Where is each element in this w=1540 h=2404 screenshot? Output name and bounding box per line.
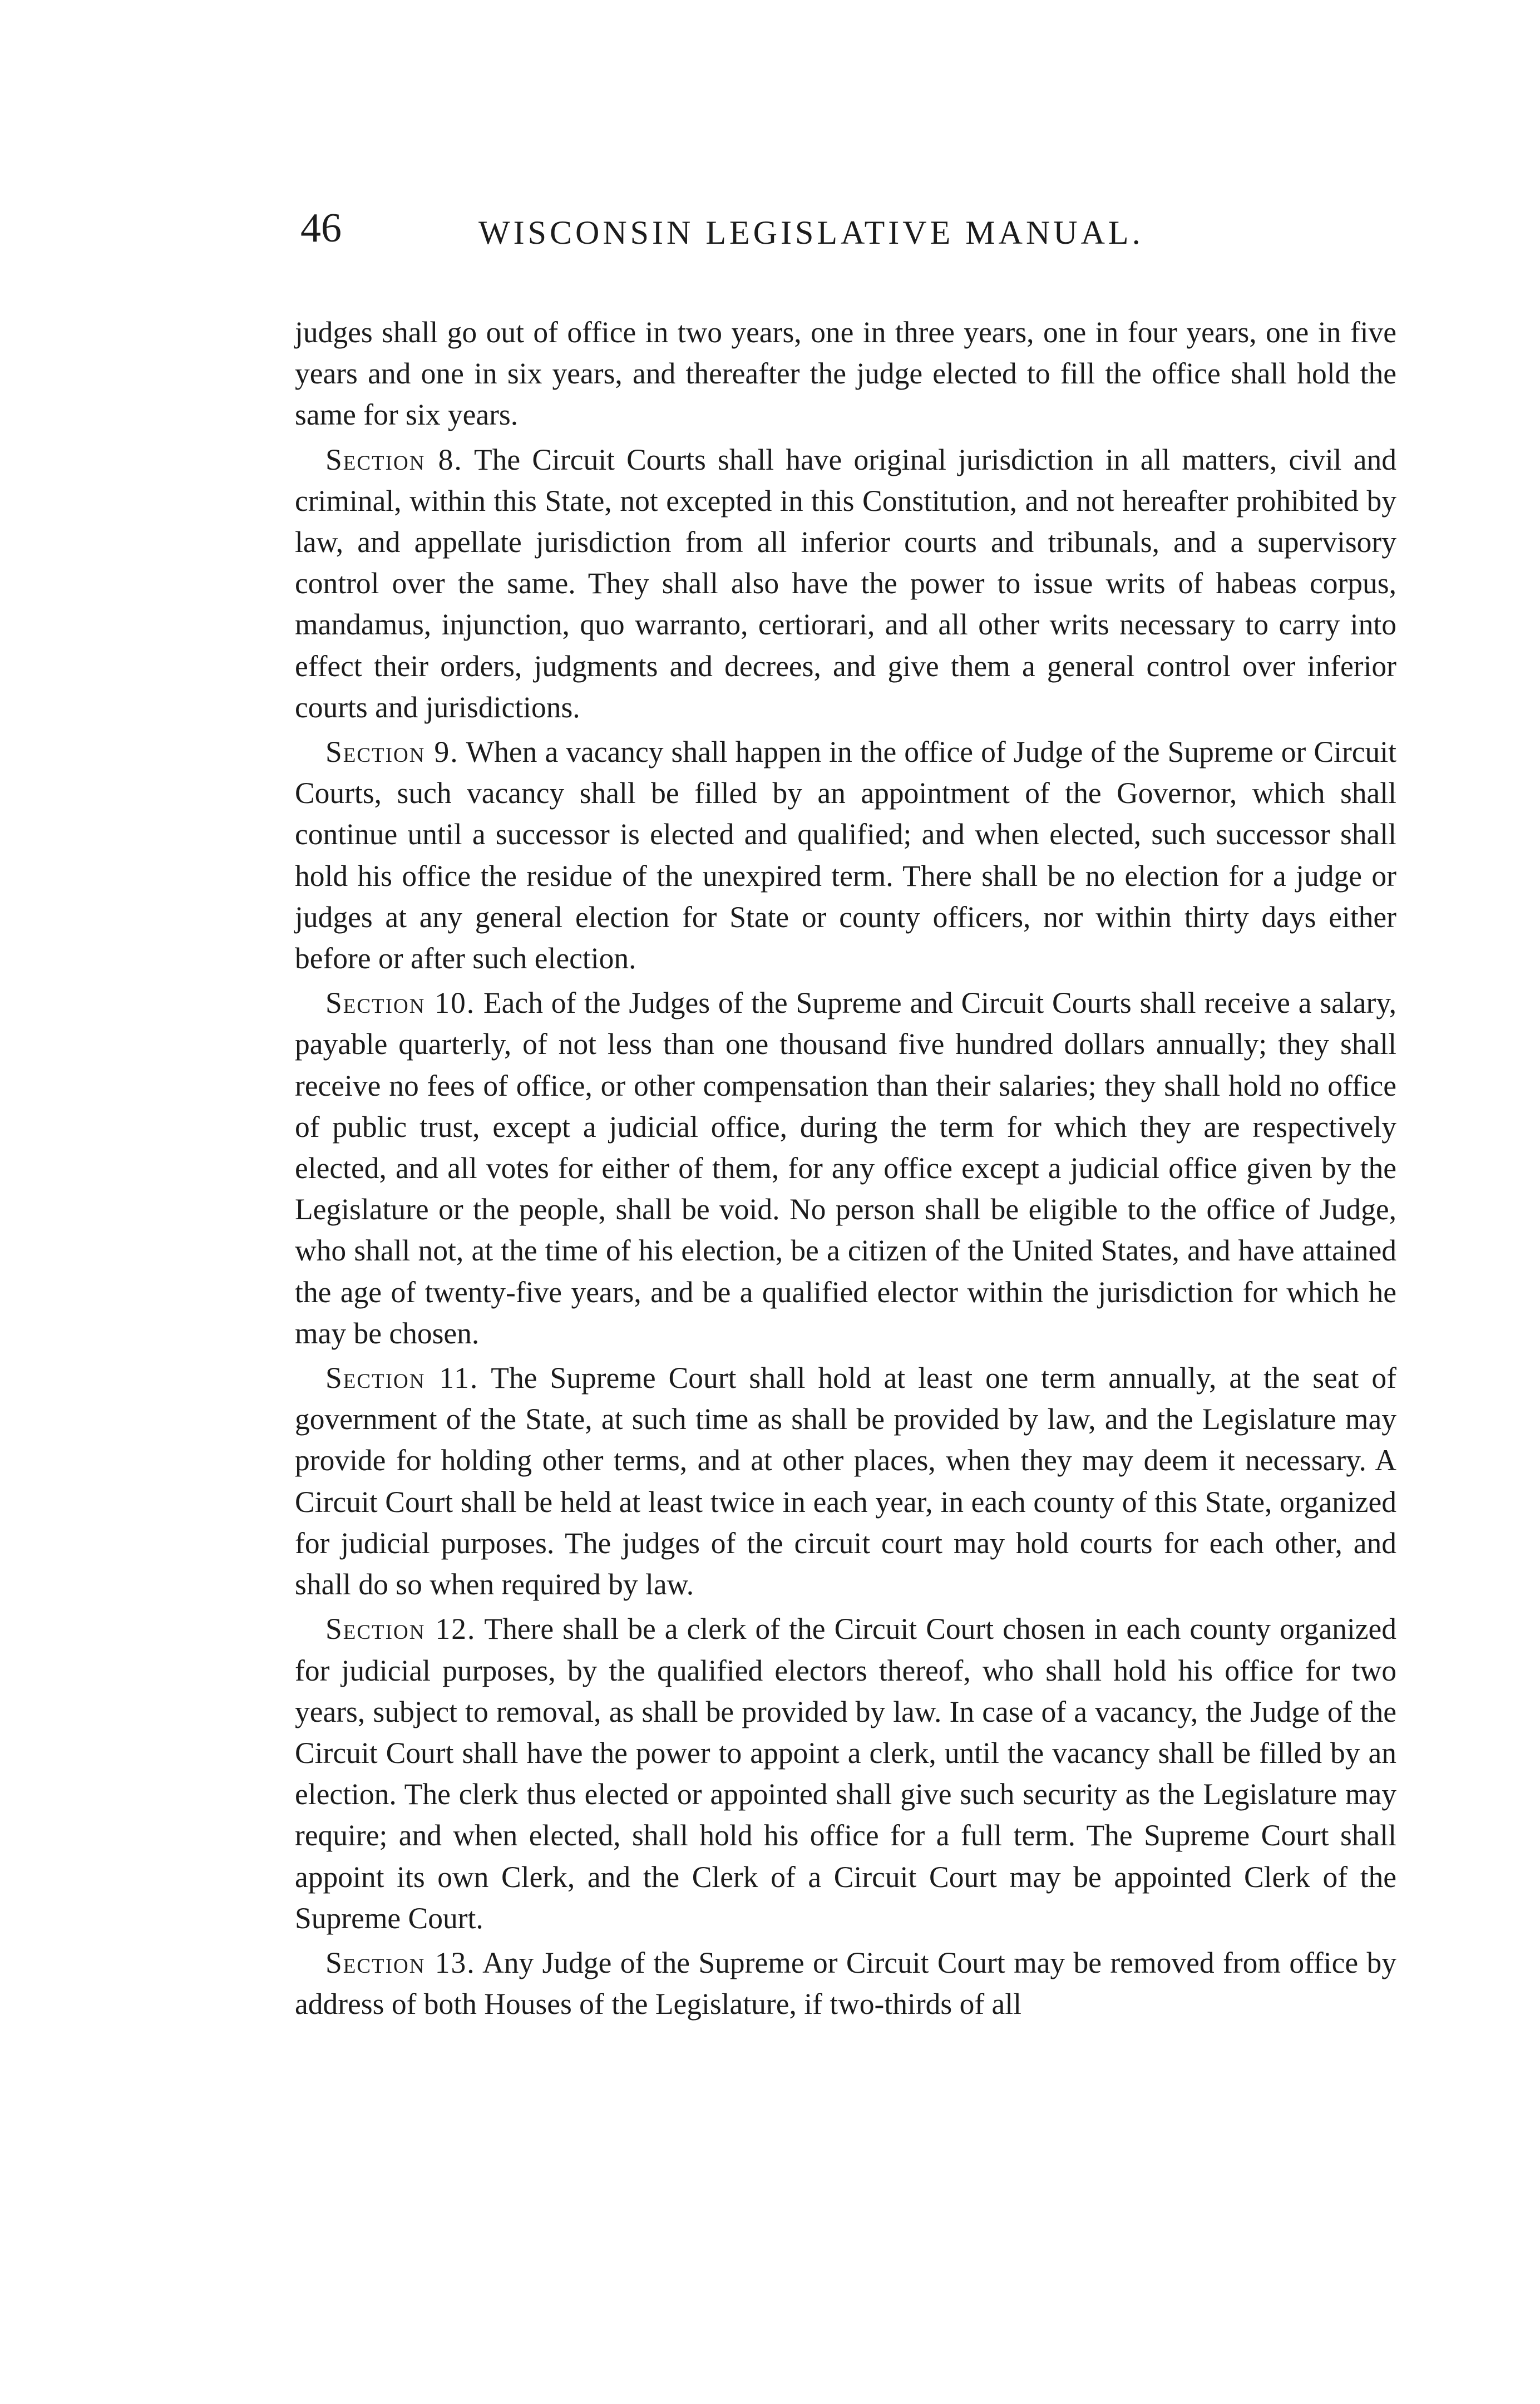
paragraph-text: judges shall go out of office in two years, one in three years, one in four years, one in five years and one in six years, and thereafter the judge elected to fill the office shall hold the same for six years.: [295, 316, 1396, 432]
section-13: [295, 1942, 1396, 2024]
paragraph-continuation: [295, 312, 1396, 436]
section-text: The Circuit Courts shall have original jurisdiction in all matters, civil and criminal, within this State, not excepted in this Constitution, and not hereafter prohibited by law, and appellate jurisdiction from all inferior courts and tribunals, and a supervisory control over the same. They shall also have the power to issue writs of habeas corpus, mandamus, injunction, quo warranto, certiorari, and all other writs necessary to carry into effect their orders, judgments and decrees, and give them a general control over inferior courts and jurisdictions.: [295, 442, 1396, 724]
section-12: [295, 1608, 1396, 1939]
running-title: WISCONSIN LEGISLATIVE MANUAL.: [478, 214, 1144, 251]
section-9: [295, 731, 1396, 979]
section-text: There shall be a clerk of the Circuit Court chosen in each county organized for judicial purposes, by the qualified electors thereof, who shall hold his office for two years, subject to removal, as shall be provided by law. In case of a vacancy, the Judge of the Circuit Court shall have the power to appoint a clerk, until the vacancy shall be filled by an election. The clerk thus elected or appointed shall give such security as the Legislature may require; and when elected, shall hold his office for a full term. The Supreme Court shall appoint its own Clerk, and the Clerk of a Circuit Court may be appointed Clerk of the Supreme Court.: [295, 1612, 1396, 1935]
page-header: [300, 200, 1413, 267]
section-text: When a vacancy shall happen in the office of Judge of the Supreme or Circuit Courts, such vacancy shall be filled by an appointment of the Governor, which shall continue until a successor is elected and qualified; and when elected, such successor shall hold his office the residue of the unexpired term. There shall be no election for a judge or judges at any general election for State or county officers, nor within thirty days either before or after such election.: [295, 735, 1396, 976]
section-11: [295, 1357, 1396, 1605]
section-label: Section 8.: [325, 442, 463, 476]
page-number: 46: [300, 205, 342, 251]
section-label: Section 9.: [325, 735, 459, 769]
section-text: Each of the Judges of the Supreme and Circuit Courts shall receive a salary, payable quarterly, of not less than one thousand five hundred dollars annually; they shall receive no fees of office, or other compensation than their salaries; they shall hold no office of public trust, except a judicial office, during the term for which they are respectively elected, and all votes for either of them, for any office except a judicial office given by the Legislature or the people, shall be void. No person shall be eligible to the office of Judge, who shall not, at the time of his election, be a citizen of the United States, and have attained the age of twenty-five years, and be a qualified elector within the jurisdiction for which he may be chosen.: [295, 986, 1396, 1350]
body-text: [295, 312, 1396, 2024]
section-label: Section 12.: [325, 1612, 476, 1646]
section-label: Section 10.: [325, 986, 476, 1020]
section-text: The Supreme Court shall hold at least one term annually, at the seat of government of the State, at such time as shall be provided by law, and the Legislature may provide for holding other terms, and at other places, when they may deem it necessary. A Circuit Court shall be held at least twice in each year, in each county of this State, organized for judicial purposes. The judges of the circuit court may hold courts for each other, and shall do so when required by law.: [295, 1361, 1397, 1602]
section-8: [295, 439, 1396, 728]
section-label: Section 11.: [325, 1361, 479, 1395]
section-text: Any Judge of the Supreme or Circuit Court may be removed from office by address of both Houses of the Legislature, if two-thirds of all: [295, 1945, 1396, 2021]
section-10: [295, 982, 1396, 1354]
section-label: Section 13.: [325, 1945, 476, 1979]
